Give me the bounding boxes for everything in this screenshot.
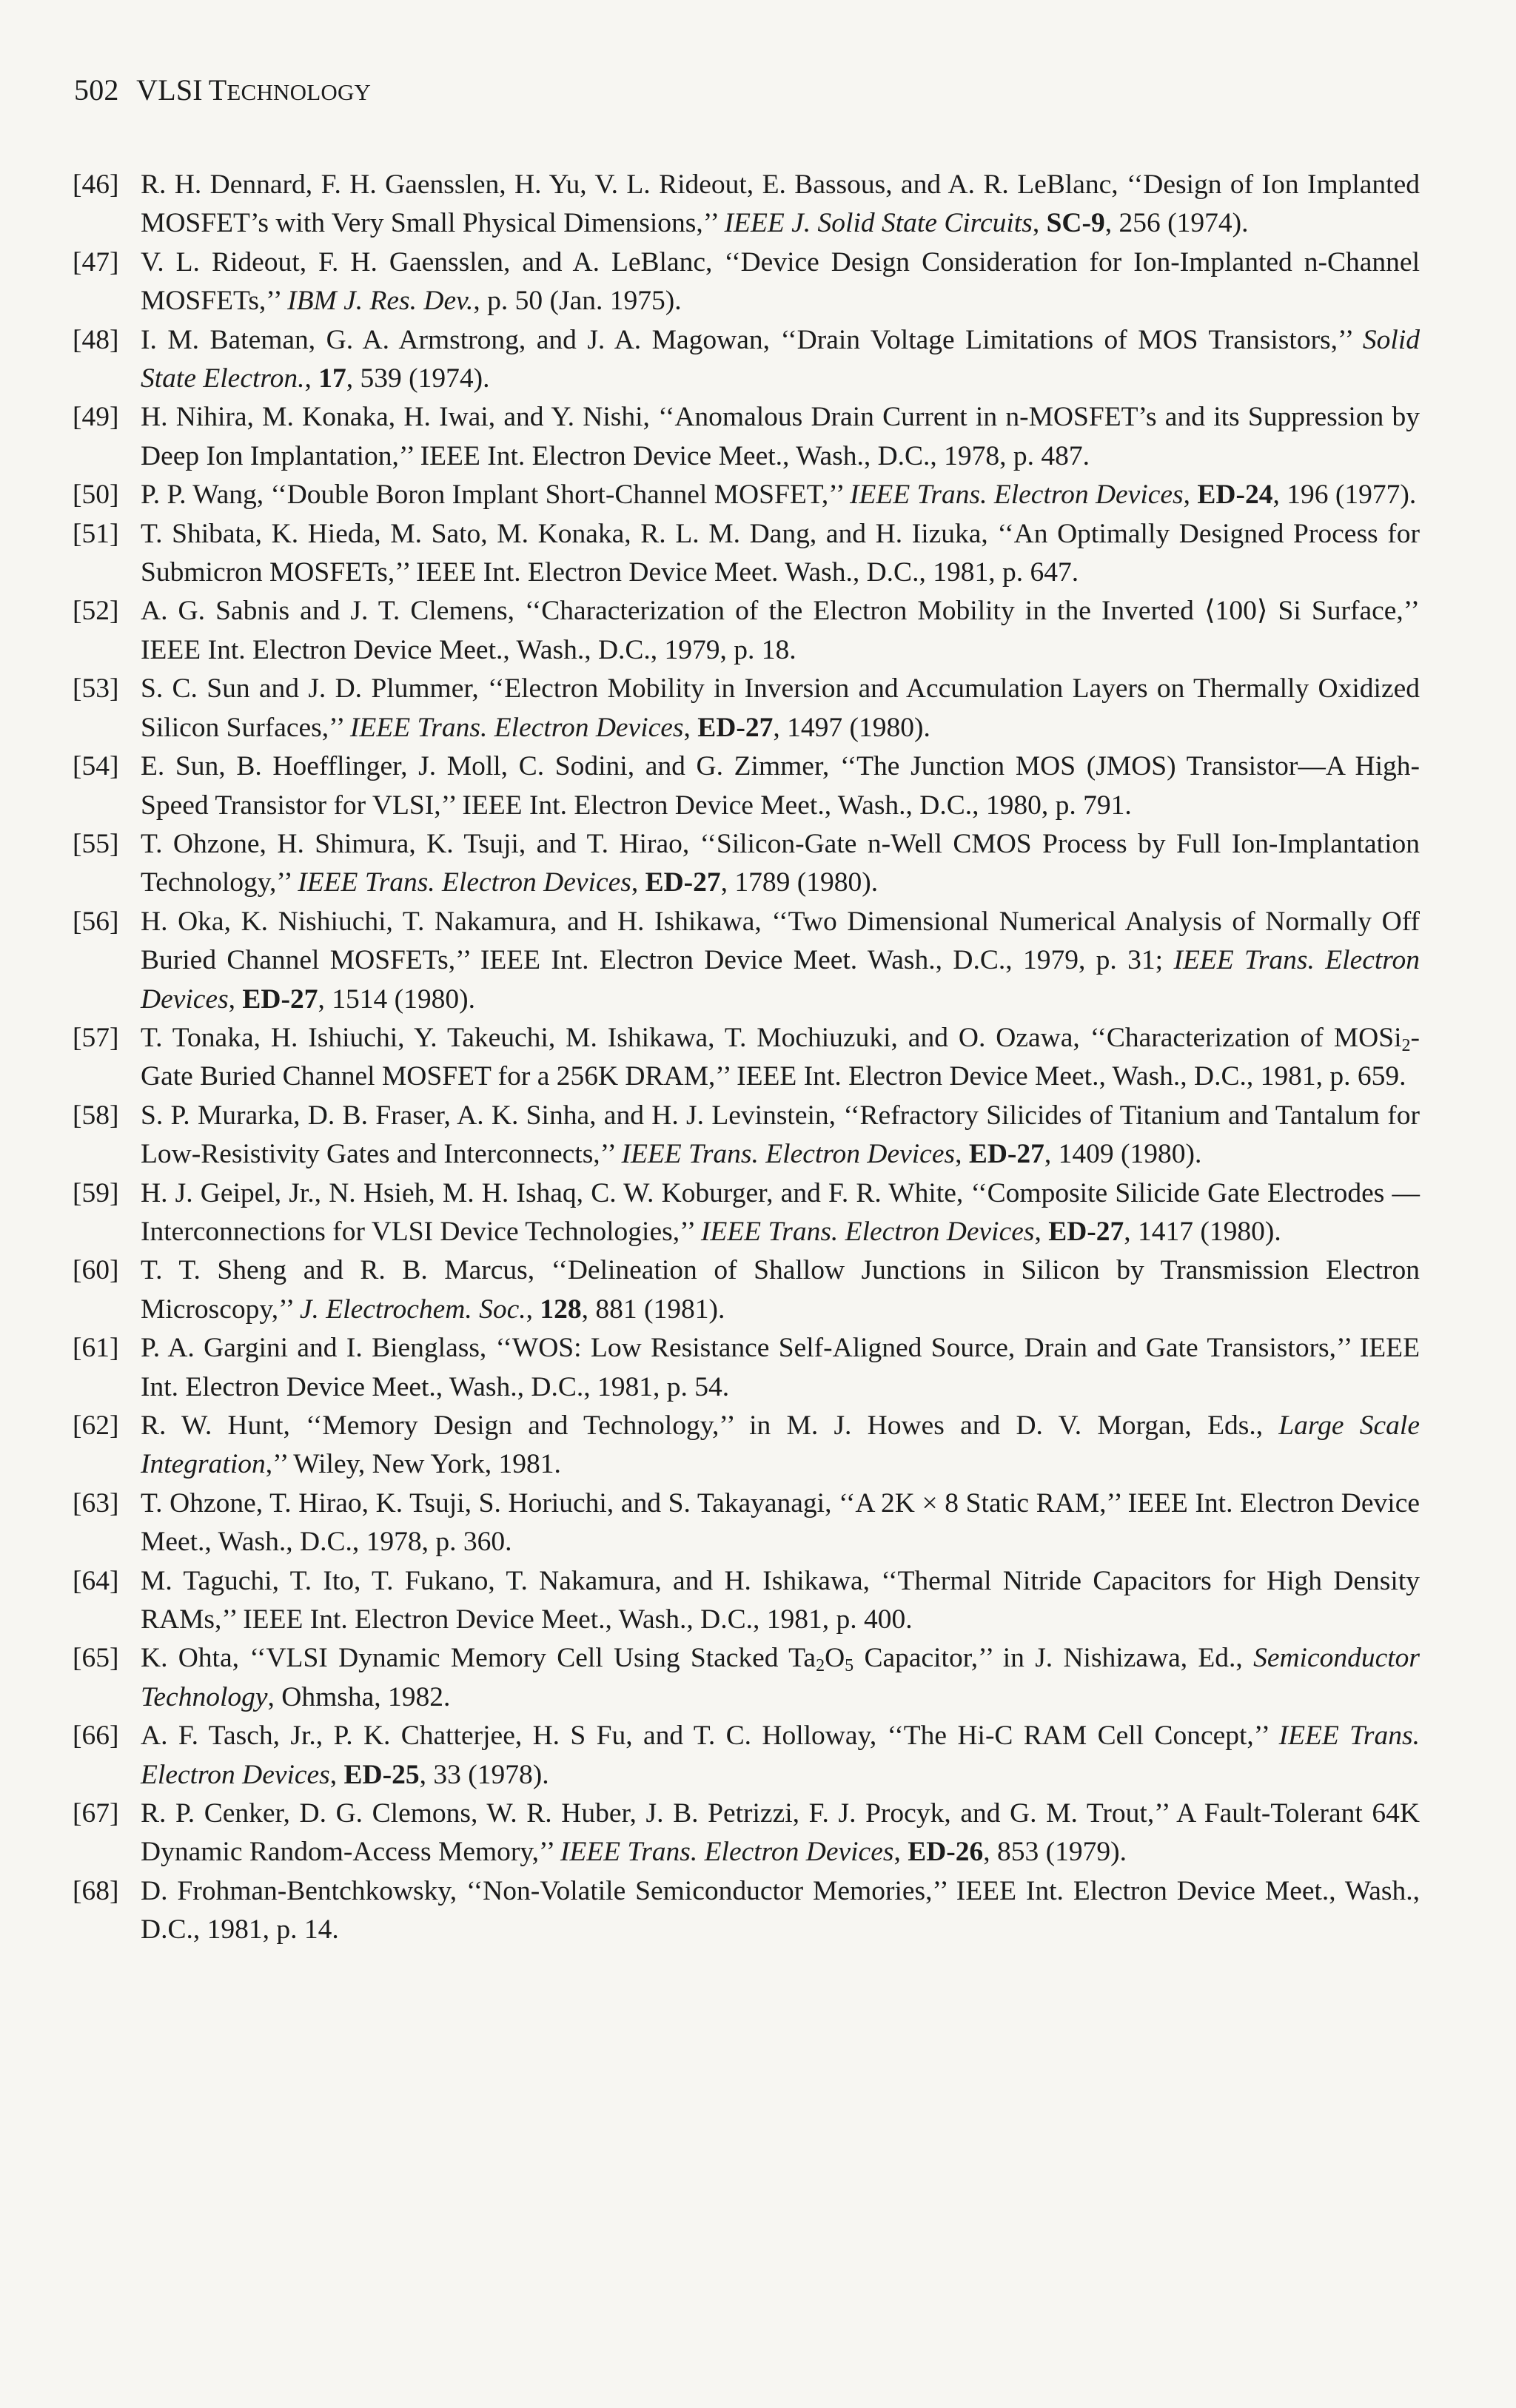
- reference-segment: , 1497 (1980).: [773, 712, 930, 743]
- reference-volume: SC-9: [1046, 208, 1105, 239]
- reference-segment: E. Sun, B. Hoefflinger, J. Moll, C. Sodini, and G. Zimmer, ‘‘The Junction MOS (JMOS) Transistor—A High-Speed Transistor for VLSI,’’ IEEE Int. Electron Device Meet., Wash., D.C., 1980, p. 791.: [141, 751, 1420, 821]
- reference-item: [73, 592, 1420, 670]
- reference-number: [51]: [73, 518, 119, 549]
- reference-number: [63]: [73, 1487, 119, 1519]
- reference-segment: H. J. Geipel, Jr., N. Hsieh, M. H. Ishaq, C. W. Koburger, and F. R. White, ‘‘Composite Silicide Gate Electrodes — Interconnections for VLSI Device Technologies,’’: [141, 1177, 1420, 1247]
- reference-source: J. Electrochem. Soc.: [299, 1294, 526, 1325]
- reference-item: [73, 1329, 1420, 1407]
- reference-segment: ,: [1032, 208, 1047, 239]
- reference-number: [47]: [73, 246, 119, 278]
- reference-number: [48]: [73, 324, 119, 355]
- reference-number: [65]: [73, 1643, 119, 1674]
- reference-segment: ,: [526, 1294, 540, 1325]
- reference-segment: ,: [1034, 1216, 1049, 1247]
- reference-segment: 5: [845, 1656, 854, 1676]
- reference-number: [66]: [73, 1721, 119, 1752]
- reference-segment: P. P. Wang, ‘‘Double Boron Implant Short-Channel MOSFET,’’: [141, 480, 851, 511]
- reference-number: [61]: [73, 1333, 119, 1364]
- reference-source: IEEE Trans. Electron Devices: [560, 1837, 894, 1868]
- reference-segment: T. Tonaka, H. Ishiuchi, Y. Takeuchi, M. Ishikawa, T. Mochiuzuki, and O. Ozawa, ‘‘Characterization of MOSi: [141, 1022, 1402, 1053]
- reference-segment: O: [825, 1643, 845, 1674]
- reference-segment: ,: [329, 1759, 344, 1790]
- reference-text: [141, 1721, 1420, 1789]
- reference-segment: , 539 (1974).: [346, 363, 490, 394]
- reference-text: [141, 907, 1420, 1015]
- reference-source: IBM J. Res. Dev.: [287, 286, 474, 317]
- reference-number: [59]: [73, 1177, 119, 1208]
- reference-segment: H. Oka, K. Nishiuchi, T. Nakamura, and H. Ishikawa, ‘‘Two Dimensional Numerical Analysis of Normally Off Buried Channel MOSFETs,’’ IEEE Int. Electron Device Meet. Wash., D.C., 1979, p. 31;: [141, 906, 1420, 976]
- reference-number: [62]: [73, 1410, 119, 1441]
- reference-text: [141, 247, 1420, 316]
- reference-volume: ED-27: [697, 712, 774, 743]
- reference-source: IEEE Trans. Electron Devices: [700, 1216, 1035, 1247]
- reference-segment: M. Taguchi, T. Ito, T. Fukano, T. Nakamura, and H. Ishikawa, ‘‘Thermal Nitride Capacitors for High Density RAMs,’’ IEEE Int. Electron Device Meet., Wash., D.C., 1981, p. 400.: [141, 1565, 1420, 1635]
- reference-volume: ED-26: [908, 1837, 984, 1868]
- running-head: [74, 71, 371, 112]
- reference-text: [141, 1643, 1420, 1712]
- reference-number: [53]: [73, 673, 119, 704]
- reference-item: [73, 1407, 1420, 1484]
- reference-number: [46]: [73, 169, 119, 200]
- reference-number: [68]: [73, 1875, 119, 1906]
- reference-segment: , 1514 (1980).: [318, 983, 475, 1015]
- reference-volume: ED-27: [645, 867, 721, 898]
- reference-number: [67]: [73, 1798, 119, 1829]
- reference-segment: K. Ohta, ‘‘VLSI Dynamic Memory Cell Using Stacked Ta: [141, 1643, 816, 1674]
- reference-segment: , 33 (1978).: [419, 1759, 549, 1790]
- reference-segment: R. W. Hunt, ‘‘Memory Design and Technology,’’ in M. J. Howes and D. V. Morgan, Eds.,: [141, 1410, 1279, 1441]
- reference-number: [49]: [73, 402, 119, 433]
- reference-text: [141, 596, 1420, 665]
- reference-text: [141, 1100, 1420, 1169]
- reference-text: [141, 673, 1420, 742]
- reference-source: IEEE Trans. Electron Devices: [349, 712, 684, 743]
- reference-text: [141, 1876, 1420, 1945]
- reference-item: [73, 1174, 1420, 1252]
- reference-item: [73, 1019, 1420, 1097]
- reference-segment: A. F. Tasch, Jr., P. K. Chatterjee, H. S Fu, and T. C. Holloway, ‘‘The Hi-C RAM Cell Concept,’’: [141, 1721, 1279, 1752]
- reference-volume: ED-27: [242, 983, 318, 1015]
- reference-segment: T. Ohzone, H. Shimura, K. Tsuji, and T. Hirao, ‘‘Silicon-Gate n-Well CMOS Process by Full Ion-Implantation Technology,’’: [141, 828, 1420, 898]
- reference-segment: , 881 (1981).: [581, 1294, 725, 1325]
- reference-volume: 128: [540, 1294, 582, 1325]
- reference-segment: T. Shibata, K. Hieda, M. Sato, M. Konaka, R. L. M. Dang, and H. Iizuka, ‘‘An Optimally Designed Process for Submicron MOSFETs,’’ IEEE Int. Electron Device Meet. Wash., D.C., 1981, p. 647.: [141, 518, 1420, 588]
- reference-segment: , 256 (1974).: [1104, 208, 1249, 239]
- reference-number: [56]: [73, 906, 119, 937]
- reference-source: IEEE Trans. Electron Devices: [298, 867, 631, 898]
- reference-item: [73, 1795, 1420, 1872]
- reference-segment: ,: [955, 1139, 969, 1170]
- reference-text: [141, 829, 1420, 898]
- reference-segment: ,: [683, 712, 698, 743]
- reference-segment: P. A. Gargini and I. Bienglass, ‘‘WOS: Low Resistance Self-Aligned Source, Drain and Gate Transistors,’’ IEEE Int. Electron Device Meet., Wash., D.C., 1981, p. 54.: [141, 1333, 1420, 1402]
- reference-segment: Capacitor,’’ in J. Nishizawa, Ed.,: [853, 1643, 1254, 1674]
- reference-segment: T. T. Sheng and R. B. Marcus, ‘‘Delineation of Shallow Junctions in Silicon by Transmission Electron Microscopy,’’: [141, 1255, 1420, 1325]
- reference-text: [141, 1798, 1420, 1867]
- reference-number: [64]: [73, 1565, 119, 1596]
- reference-source: IEEE Trans. Electron Devices: [141, 1721, 1420, 1790]
- reference-source: IEEE Trans. Electron Devices: [850, 480, 1184, 511]
- reference-source: Semiconductor Technology: [141, 1643, 1421, 1712]
- reference-text: [141, 480, 1416, 510]
- reference-text: [141, 402, 1420, 471]
- reference-text: [141, 1488, 1420, 1557]
- reference-item: [73, 903, 1420, 1019]
- reference-number: [54]: [73, 751, 119, 782]
- reference-text: [141, 1255, 1420, 1324]
- reference-segment: R. P. Cenker, D. G. Clemons, W. R. Huber, J. B. Petrizzi, F. J. Procyk, and G. M. Trout,’’ A Fault-Tolerant 64K Dynamic Random-Access Memory,’’: [141, 1798, 1420, 1868]
- reference-item: [73, 1484, 1420, 1562]
- reference-source: IEEE J. Solid State Circuits: [724, 208, 1033, 239]
- reference-volume: ED-25: [343, 1759, 420, 1790]
- reference-item: [73, 1251, 1420, 1329]
- reference-segment: , 853 (1979).: [983, 1837, 1127, 1868]
- reference-item: [73, 243, 1420, 321]
- reference-number: [57]: [73, 1022, 119, 1053]
- reference-segment: ,: [1183, 480, 1198, 511]
- reference-segment: I. M. Bateman, G. A. Armstrong, and J. A. Magowan, ‘‘Drain Voltage Limitations of MOS Transistors,’’: [141, 324, 1363, 355]
- reference-source: Large Scale Integration: [141, 1410, 1420, 1480]
- reference-text: [141, 325, 1420, 394]
- reference-item: [73, 321, 1420, 399]
- reference-text: [141, 1023, 1420, 1092]
- reference-text: [141, 169, 1420, 238]
- reference-item: [73, 476, 1420, 514]
- reference-text: [141, 1566, 1420, 1635]
- reference-segment: , Ohmsha, 1982.: [267, 1681, 451, 1712]
- reference-item: [73, 398, 1420, 476]
- reference-segment: , 1409 (1980).: [1044, 1139, 1202, 1170]
- reference-segment: T. Ohzone, T. Hirao, K. Tsuji, S. Horiuchi, and S. Takayanagi, ‘‘A 2K × 8 Static RAM,’’ IEEE Int. Electron Device Meet., Wash., D.C., 1978, p. 360.: [141, 1487, 1420, 1558]
- reference-item: [73, 1717, 1420, 1795]
- reference-segment: A. G. Sabnis and J. T. Clemens, ‘‘Characterization of the Electron Mobility in the Inverted ⟨100⟩ Si Surface,’’ IEEE Int. Electron Device Meet., Wash., D.C., 1979, p. 18.: [141, 596, 1420, 665]
- reference-segment: ,: [631, 867, 645, 898]
- reference-source: Solid State Electron.: [141, 324, 1420, 394]
- reference-source: IEEE Trans. Electron Devices: [141, 945, 1420, 1015]
- reference-item: [73, 1639, 1420, 1717]
- reference-number: [55]: [73, 828, 119, 859]
- running-title: VLSI TECHNOLOGY: [136, 73, 372, 107]
- reference-item: [73, 166, 1420, 243]
- reference-volume: ED-27: [1048, 1216, 1124, 1247]
- reference-number: [50]: [73, 480, 119, 511]
- reference-item: [73, 670, 1420, 747]
- reference-volume: ED-27: [968, 1139, 1044, 1170]
- reference-item: [73, 1562, 1420, 1640]
- reference-segment: S. C. Sun and J. D. Plummer, ‘‘Electron Mobility in Inversion and Accumulation Layers on Thermally Oxidized Silicon Surfaces,’’: [141, 673, 1420, 743]
- reference-segment: , 1789 (1980).: [720, 867, 879, 898]
- reference-volume: 17: [318, 363, 346, 394]
- reference-item: [73, 747, 1420, 825]
- reference-segment: ,: [893, 1837, 908, 1868]
- reference-volume: ED-24: [1197, 480, 1273, 511]
- reference-segment: , 196 (1977).: [1272, 480, 1417, 511]
- reference-segment: -Gate Buried Channel MOSFET for a 256K DRAM,’’ IEEE Int. Electron Device Meet., Wash., D.C., 1981, p. 659.: [141, 1022, 1420, 1092]
- reference-list: [73, 166, 1420, 1950]
- reference-segment: , 1417 (1980).: [1124, 1216, 1281, 1247]
- reference-segment: R. H. Dennard, F. H. Gaensslen, H. Yu, V. L. Rideout, E. Bassous, and A. R. LeBlanc, ‘‘Design of Ion Implanted MOSFET’s with Very Small Physical Dimensions,’’: [141, 169, 1420, 239]
- page-number: 502: [74, 73, 119, 107]
- reference-text: [141, 751, 1420, 820]
- reference-segment: V. L. Rideout, F. H. Gaensslen, and A. LeBlanc, ‘‘Device Design Consideration for Ion-Implanted n-Channel MOSFETs,’’: [141, 246, 1420, 317]
- reference-segment: 2: [1401, 1035, 1411, 1055]
- reference-segment: , p. 50 (Jan. 1975).: [473, 286, 682, 317]
- reference-item: [73, 1872, 1420, 1950]
- reference-number: [60]: [73, 1255, 119, 1286]
- reference-segment: 2: [816, 1656, 825, 1676]
- reference-text: [141, 1178, 1420, 1247]
- reference-item: [73, 515, 1420, 593]
- reference-text: [141, 1333, 1420, 1402]
- reference-segment: ,: [304, 363, 319, 394]
- reference-text: [141, 1410, 1420, 1479]
- reference-item: [73, 825, 1420, 903]
- reference-segment: D. Frohman-Bentchkowsky, ‘‘Non-Volatile Semiconductor Memories,’’ IEEE Int. Electron Device Meet., Wash., D.C., 1981, p. 14.: [141, 1875, 1420, 1945]
- reference-segment: ,’’ Wiley, New York, 1981.: [265, 1449, 561, 1480]
- reference-segment: H. Nihira, M. Konaka, H. Iwai, and Y. Nishi, ‘‘Anomalous Drain Current in n-MOSFET’s and its Suppression by Deep Ion Implantation,’’ IEEE Int. Electron Device Meet., Wash., D.C., 1978, p. 487.: [141, 402, 1420, 471]
- reference-source: IEEE Trans. Electron Devices: [621, 1139, 956, 1170]
- reference-item: [73, 1097, 1420, 1174]
- reference-text: [141, 519, 1420, 588]
- reference-segment: ,: [228, 983, 243, 1015]
- reference-number: [52]: [73, 596, 119, 627]
- reference-segment: S. P. Murarka, D. B. Fraser, A. K. Sinha, and H. J. Levinstein, ‘‘Refractory Silicides of Titanium and Tantalum for Low-Resistivity Gates and Interconnects,’’: [141, 1100, 1420, 1170]
- reference-number: [58]: [73, 1100, 119, 1131]
